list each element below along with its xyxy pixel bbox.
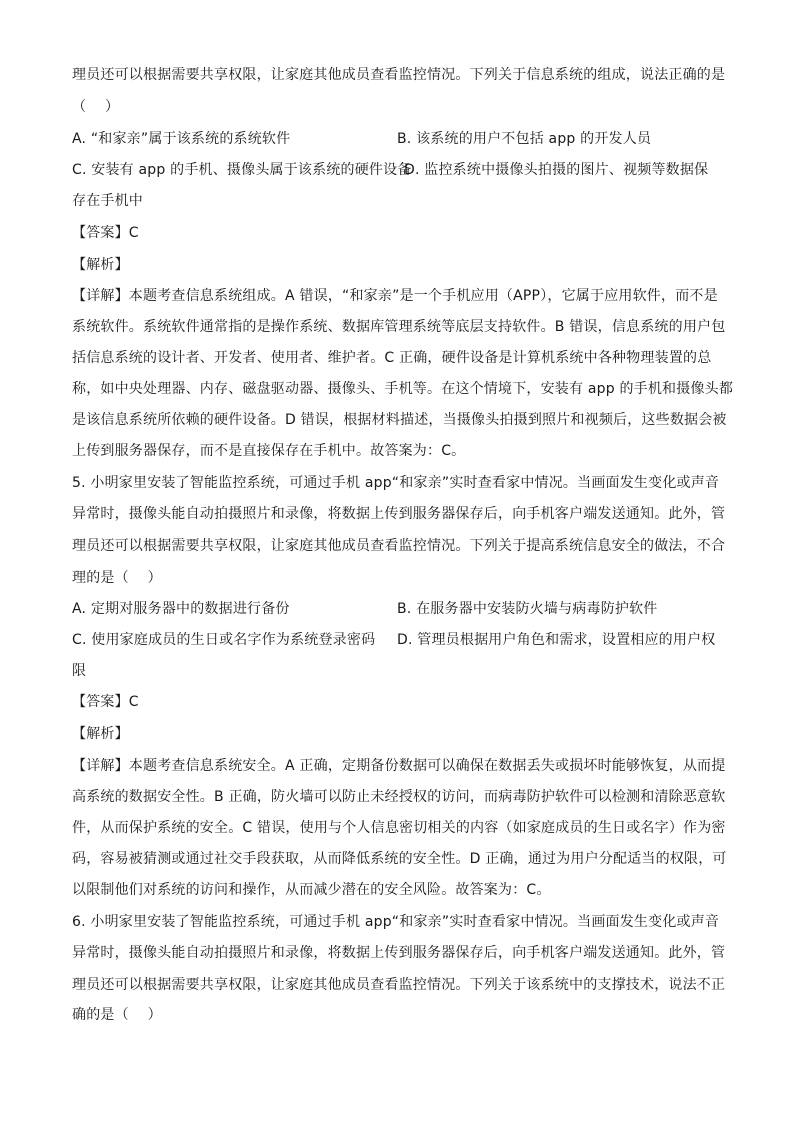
q4-detail-line-6: 上传到服务器保存，而不是直接保存在手机中。故答案为：C。: [72, 443, 466, 459]
q5-analysis-heading: 【解析】: [72, 726, 129, 742]
q6-stem-line-4: 确的是（ ）: [72, 1007, 162, 1023]
q6-stem-line-3: 理员还可以根据需要共享权限，让家庭其他成员查看监控情况。下列关于该系统中的支撑技术，说法不正: [72, 977, 726, 993]
q6-stem-line-2: 异常时，摄像头能自动拍摄照片和录像，将数据上传到服务器保存后，向手机客户端发送通知。此外，管: [72, 945, 726, 961]
q4-detail-line-3: 括信息系统的设计者、开发者、使用者、维护者。C 正确，硬件设备是计算机系统中各种物理装置的总: [72, 350, 712, 366]
q5-option-a: A. 定期对服务器中的数据进行备份: [72, 601, 290, 617]
q5-detail-line-2: 高系统的数据安全性。B 正确，防火墙可以防止未经授权的访问，而病毒防护软件可以检测和清除恶意软: [72, 789, 726, 805]
q4-detail-line-1: 【详解】本题考查信息系统组成。A 错误，“和家亲”是一个手机应用（APP），它属于应用软件，而不是: [72, 288, 718, 304]
q5-detail-line-1: 【详解】本题考查信息系统安全。A 正确，定期备份数据可以确保在数据丢失或损坏时能够恢复，从而提: [72, 758, 726, 774]
q4-detail-line-5: 是该信息系统所依赖的硬件设备。D 错误，根据材料描述，当摄像头拍摄到照片和视频后，这些数据会被: [72, 412, 727, 428]
q5-answer: 【答案】C: [72, 694, 139, 710]
q4-analysis-heading: 【解析】: [72, 257, 129, 273]
q4-answer: 【答案】C: [72, 225, 139, 241]
q4-stem-line-2: （ ）: [72, 99, 120, 115]
q5-stem-line-3: 理员还可以根据需要共享权限，让家庭其他成员查看监控情况。下列关于提高系统信息安全的做法，不合: [72, 538, 726, 554]
q5-option-b: B. 在服务器中安装防火墙与病毒防护软件: [397, 601, 658, 617]
q4-option-d-continued: 存在手机中: [72, 193, 143, 209]
q5-stem-line-4: 理的是（ ）: [72, 570, 162, 586]
q5-stem-line-2: 异常时，摄像头能自动拍摄照片和录像，将数据上传到服务器保存后，向手机客户端发送通知。此外，管: [72, 506, 726, 522]
q5-option-d: D. 管理员根据用户角色和需求，设置相应的用户权: [397, 632, 716, 648]
q5-option-d-continued: 限: [72, 663, 87, 679]
q5-detail-line-5: 以限制他们对系统的访问和操作，从而减少潜在的安全风险。故答案为：C。: [72, 882, 551, 898]
q4-option-c: C. 安装有 app 的手机、摄像头属于该系统的硬件设备: [72, 162, 412, 178]
q4-option-d: D. 监控系统中摄像头拍摄的图片、视频等数据保: [404, 162, 709, 178]
q5-stem-line-1: 5. 小明家里安装了智能监控系统，可通过手机 app“和家亲”实时查看家中情况。当画面发生变化或声音: [72, 475, 720, 491]
q6-stem-line-1: 6. 小明家里安装了智能监控系统，可通过手机 app“和家亲”实时查看家中情况。当画面发生变化或声音: [72, 914, 720, 930]
q4-detail-line-4: 称，如中央处理器、内存、磁盘驱动器、摄像头、手机等。在这个情境下，安装有 app 的手机和摄像头都: [72, 381, 734, 397]
q5-option-c: C. 使用家庭成员的生日或名字作为系统登录密码: [72, 632, 376, 648]
q4-option-b: B. 该系统的用户不包括 app 的开发人员: [397, 131, 652, 147]
q4-stem-line-1: 理员还可以根据需要共享权限，让家庭其他成员查看监控情况。下列关于信息系统的组成，说法正确的是: [72, 67, 726, 83]
q5-detail-line-4: 码，容易被猜测或通过社交手段获取，从而降低系统的安全性。D 正确，通过为用户分配适当的权限，可: [72, 851, 727, 867]
q4-detail-line-2: 系统软件。系统软件通常指的是操作系统、数据库管理系统等底层支持软件。B 错误，信息系统的用户包: [72, 319, 726, 335]
q4-option-a: A. “和家亲”属于该系统的系统软件: [72, 131, 291, 147]
q5-detail-line-3: 件，从而保护系统的安全。C 错误，使用与个人信息密切相关的内容（如家庭成员的生日或名字）作为密: [72, 820, 726, 836]
